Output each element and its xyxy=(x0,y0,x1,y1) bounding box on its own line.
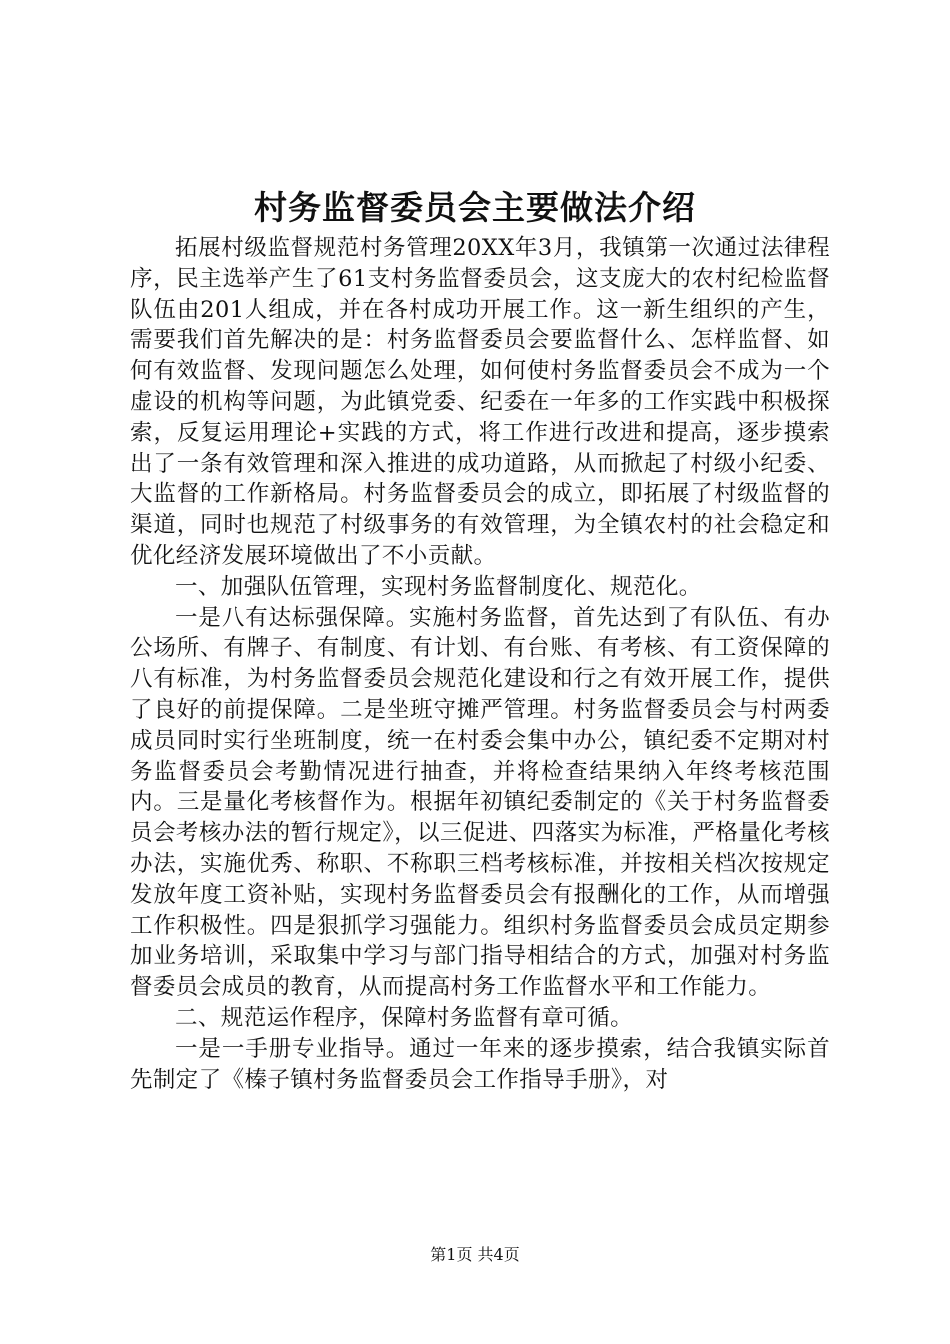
document-title: 村务监督委员会主要做法介绍 xyxy=(254,188,696,227)
document-body xyxy=(130,233,830,1095)
paragraph-section-1: 一是八有达标强保障。实施村务监督，首先达到了有队伍、有办公场所、有牌子、有制度、有计划、有台账、有考核、有工资保障的八有标准，为村务监督委员会规范化建设和行之有效开展工作，提供了良好的前提保障。二是坐班守摊严管理。村务监督委员会与村两委成员同时实行坐班制度，统一在村委会集中办公，镇纪委不定期对村务监督委员会考勤情况进行抽查，并将检查结果纳入年终考核范围内。三是量化考核督作为。根据年初镇纪委制定的《关于村务监督委员会考核办法的暂行规定》，以三促进、四落实为标准，严格量化考核办法，实施优秀、称职、不称职三档考核标准，并按相关档次按规定发放年度工资补贴，实现村务监督委员会有报酬化的工作，从而增强工作积极性。四是狠抓学习强能力。组织村务监督委员会成员定期参加业务培训，采取集中学习与部门指导相结合的方式，加强对村务监督委员会成员的教育，从而提高村务工作监督水平和工作能力。 xyxy=(130,604,830,1001)
page-footer: 第1页 共4页 xyxy=(430,1245,520,1264)
section-heading-1: 一、加强队伍管理，实现村务监督制度化、规范化。 xyxy=(175,573,702,600)
paragraph-intro: 拓展村级监督规范村务管理20XX年3月，我镇第一次通过法律程序，民主选举产生了61支村务监督委员会，这支庞大的农村纪检监督队伍由201人组成，并在各村成功开展工作。这一新生组织的产生，需要我们首先解决的是：村务监督委员会要监督什么、怎样监督、如何有效监督、发现问题怎么处理，如何使村务监督委员会不成为一个虚设的机构等问题，为此镇党委、纪委在一年多的工作实践中积极探索，反复运用理论+实践的方式，将工作进行改进和提高，逐步摸索出了一条有效管理和深入推进的成功道路，从而掀起了村级小纪委、大监督的工作新格局。村务监督委员会的成立，即拓展了村级监督的渠道，同时也规范了村级事务的有效管理，为全镇农村的社会稳定和优化经济发展环境做出了不小贡献。 xyxy=(130,235,830,569)
paragraph-section-2: 一是一手册专业指导。通过一年来的逐步摸索，结合我镇实际首先制定了《榛子镇村务监督委员会工作指导手册》，对 xyxy=(130,1035,830,1093)
section-heading-2: 二、规范运作程序，保障村务监督有章可循。 xyxy=(175,1004,634,1031)
